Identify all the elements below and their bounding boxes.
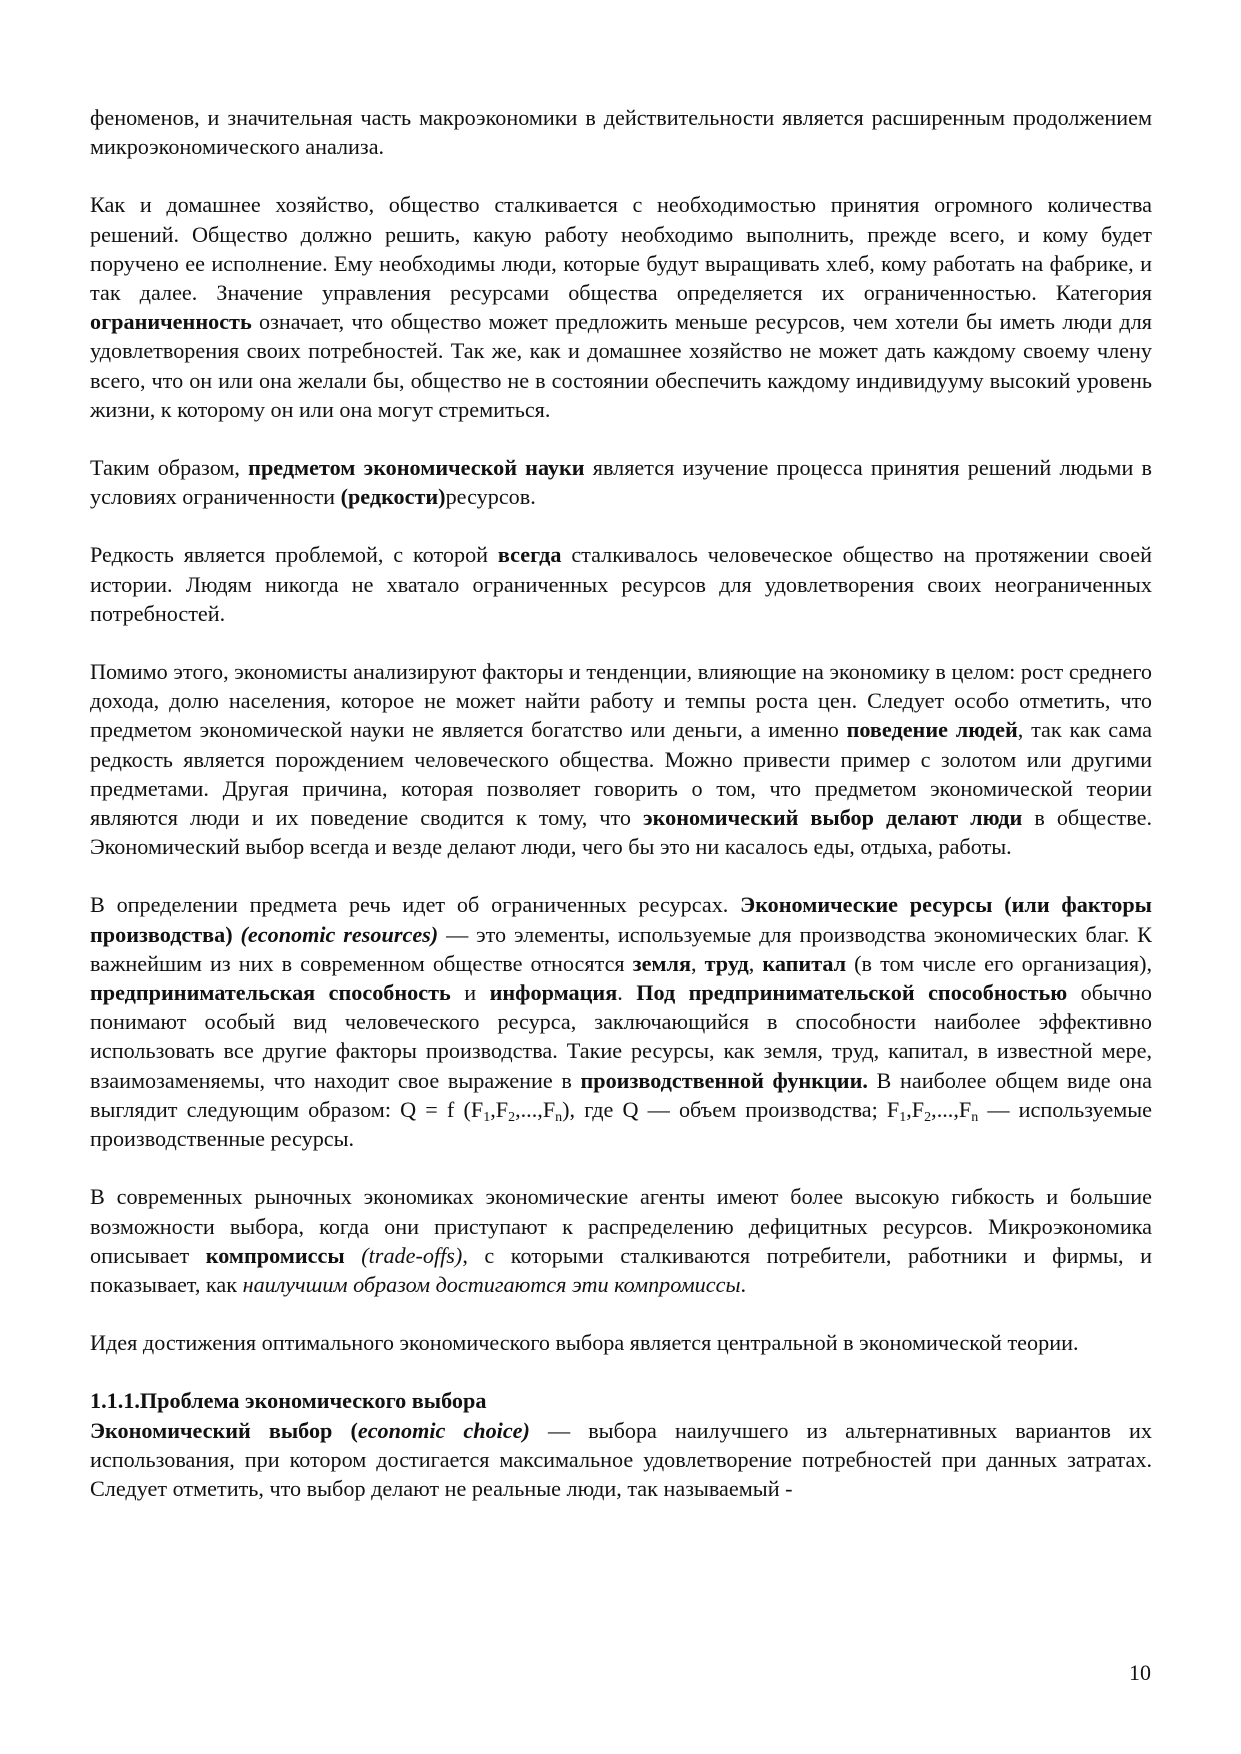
term-bold: земля bbox=[632, 950, 692, 976]
term-english: (economic resources) bbox=[232, 921, 439, 947]
emphasis-italic: наилучшим образом достигаются эти компромиссы bbox=[242, 1271, 741, 1297]
term-bold: экономический выбор делают люди bbox=[643, 805, 1023, 831]
document-page bbox=[90, 103, 1152, 1503]
paragraph-5: Помимо этого, экономисты анализируют факторы и тенденции, влияющие на экономику в целом: рост среднего дохода, долю населения, которое не может найти работу и темпы роста цен. Следует особо отметить, что предметом экономической науки не является богатство или деньги, а именно поведение людей, так как сама редкость является порождением человеческого общества. Можно привести пример с золотом или другими предметами. Другая причина, которая позволяет говорить о том, что предметом экономической теории являются люди и их поведение сводится к тому, что экономический выбор делают люди в обществе. Экономический выбор всегда и везде делают люди, чего бы это ни касалось еды, отдыха, работы. bbox=[90, 659, 1152, 860]
paragraph-1: феноменов, и значительная часть макроэкономики в действительности является расширенным продолжением микроэкономического анализа. bbox=[90, 105, 1152, 160]
paragraph-6: В определении предмета речь идет об ограниченных ресурсах. Экономические ресурсы (или факторы производства) (economic resources) — это элементы, используемые для производства экономических благ. К важнейшим из них в современном обществе относятся земля, труд, капитал (в том числе его организация), предпринимательская способность и информация. Под предпринимательской способностью обычно понимают особый вид человеческого ресурса, заключающийся в способности наиболее эффективно использовать все другие факторы производства. Такие ресурсы, как земля, труд, капитал, в известной мере, взаимозаменяемы, что находит свое выражение в производственной функции. В наиболее общем виде она выглядит следующим образом: Q = f $(F_1,F_2,...,F_n)$, где Q — объем производства; $F_1,F_2,...,F_n$ — используемые производственные ресурсы. bbox=[90, 892, 1153, 1152]
term-bold: информация bbox=[489, 980, 618, 1006]
term-bold: компромиссы bbox=[205, 1242, 345, 1268]
paragraph-7: В современных рыночных экономиках экономические агенты имеют более высокую гибкость и большие возможности выбора, когда они приступают к распределению дефицитных ресурсов. Микроэкономика описывает компромиссы (trade-offs), с которыми сталкиваются потребители, работники и фирмы, и показывает, как наилучшим образом достигаются эти компромиссы. bbox=[90, 1184, 1152, 1297]
term-bold: ограниченность bbox=[90, 309, 252, 335]
term-bold: (редкости) bbox=[340, 484, 446, 510]
paragraph-9: Экономический выбор (economic choice) — выбора наилучшего из альтернативных вариантов их использования, при котором достигается максимальное удовлетворение потребностей при данных затратах. Следует отметить, что выбор делают не реальные люди, так называемый - bbox=[90, 1417, 1153, 1501]
term-bold: труд bbox=[704, 950, 749, 976]
paragraph-8: Идея достижения оптимального экономического выбора является центральной в экономической теории. bbox=[90, 1330, 1079, 1356]
term-bold: Экономический выбор ( bbox=[90, 1417, 358, 1443]
paragraph-3: Таким образом, предметом экономической науки является изучение процесса принятия решений людьми в условиях ограниченности (редкости)ресурсов. bbox=[90, 455, 1152, 510]
term-bold: производственной функции. bbox=[580, 1067, 868, 1093]
page-number: 10 bbox=[1129, 1660, 1151, 1685]
term-english: economic choice) bbox=[357, 1417, 530, 1443]
term-bold: всегда bbox=[497, 542, 562, 568]
term-english: (trade-offs) bbox=[344, 1242, 463, 1268]
section-heading: 1.1.1.Проблема экономического выбора bbox=[90, 1388, 487, 1414]
term-bold: предметом экономической науки bbox=[248, 455, 585, 481]
term-bold: поведение людей bbox=[846, 717, 1018, 743]
term-bold: капитал bbox=[762, 950, 847, 976]
term-bold: предпринимательская способность bbox=[90, 980, 451, 1006]
paragraph-2: Как и домашнее хозяйство, общество сталкивается с необходимостью принятия огромного количества решений. Общество должно решить, какую работу необходимо выполнить, прежде всего, и кому будет поручено ее исполнение. Ему необходимы люди, которые будут выращивать хлеб, кому работать на фабрике, и так далее. Значение управления ресурсами общества определяется их ограниченностью. Категория ограниченность означает, что общество может предложить меньше ресурсов, чем хотели бы иметь люди для удовлетворения своих потребностей. Так же, как и домашнее хозяйство не может дать каждому своему члену всего, что он или она желали бы, общество не в состоянии обеспечить каждому индивидууму высокий уровень жизни, к которому он или она могут стремиться. bbox=[90, 192, 1152, 422]
paragraph-4: Редкость является проблемой, с которой всегда сталкивалось человеческое общество на протяжении своей истории. Людям никогда не хватало ограниченных ресурсов для удовлетворения своих неограниченных потребностей. bbox=[90, 542, 1152, 626]
term-bold: Под предпринимательской способностью bbox=[636, 980, 1068, 1006]
term-bold: Экономические ресурсы (или факторы производства) bbox=[90, 892, 1152, 947]
